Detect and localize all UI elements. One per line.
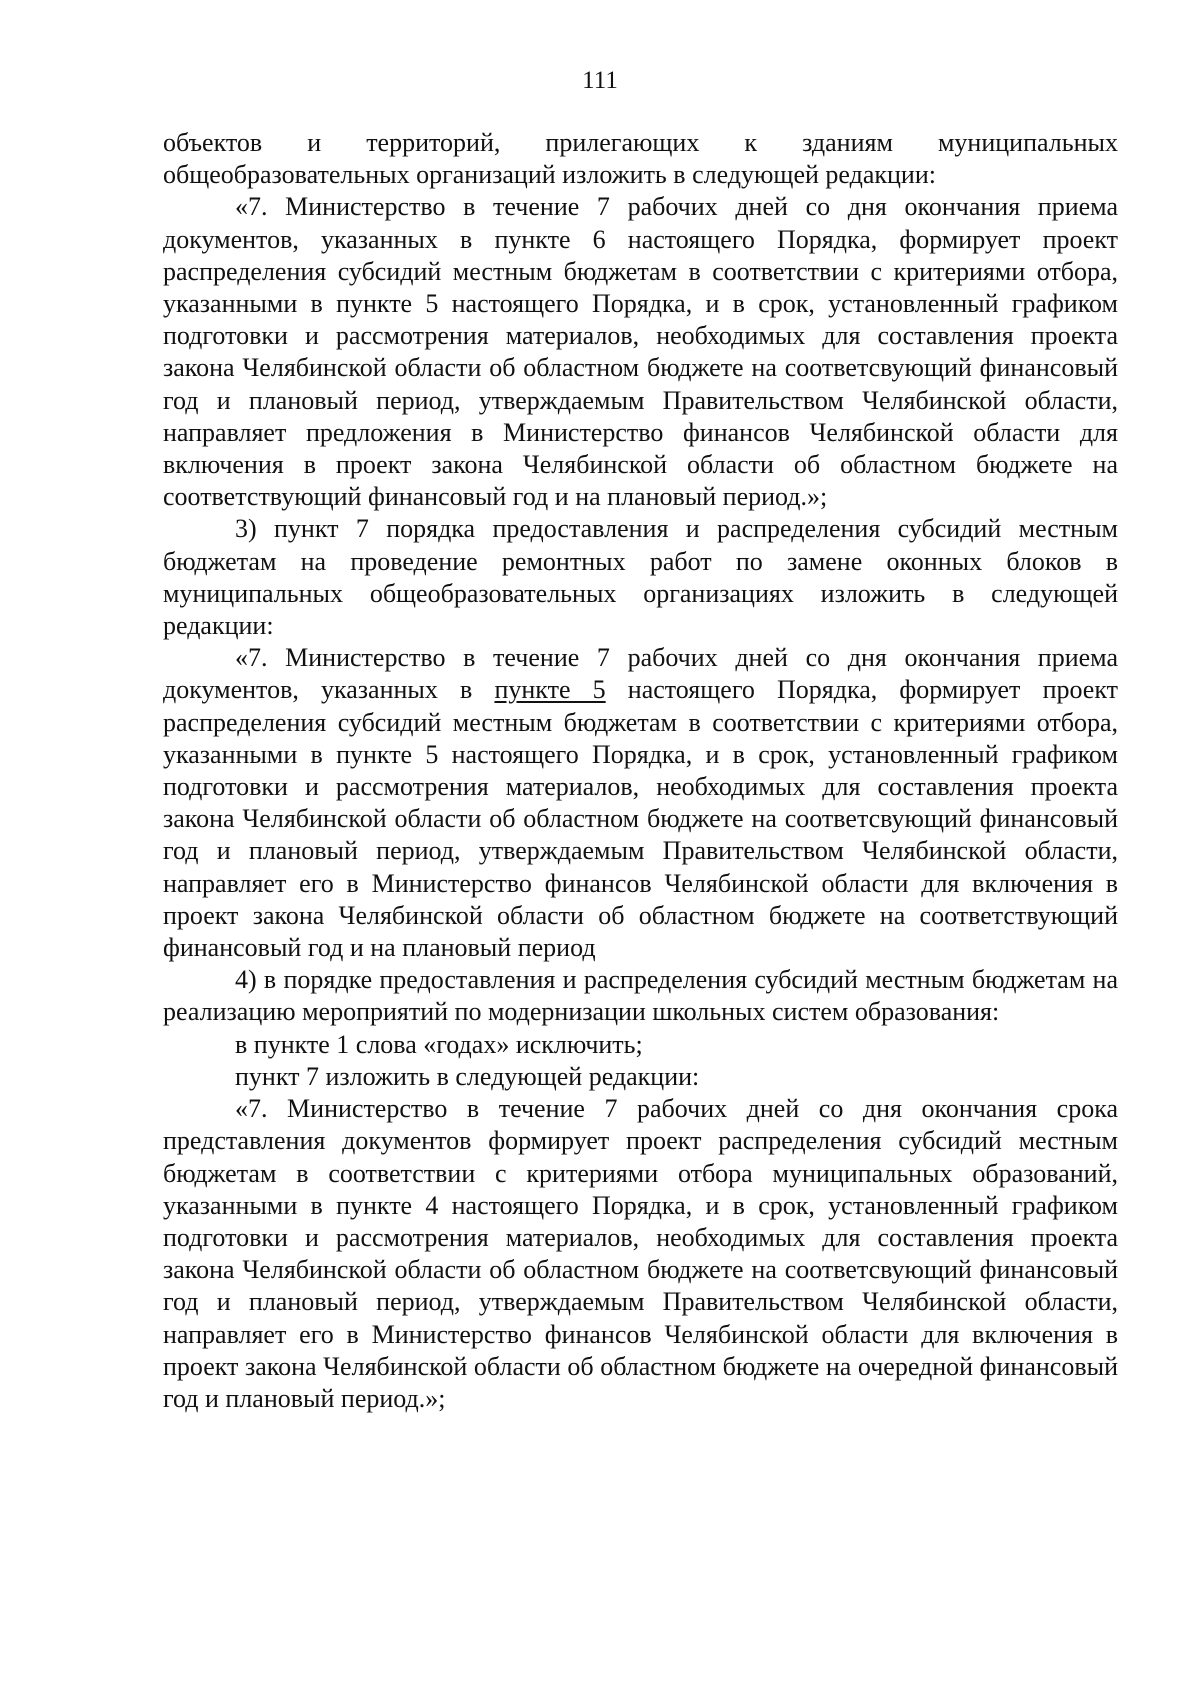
paragraph-quoted-point-7-c: «7. Министерство в течение 7 рабочих дней со дня окончания срока представления документов формирует проект распределения субсидий местным бюджетам в соответствии с критериями отбора муниципальных образований, указанными в пункте 4 настоящего Порядка, и в срок, установленный графиком подготовки и рассмотрения материалов, необходимых для составления проекта закона Челябинской области об областном бюджете на соответсвующий финансовый год и плановый период, утверждаемым Правительством Челябинской области, направляет его в Министерство финансов Челябинской области для включения в проект закона Челябинской области об областном бюджете на очередной финансовый год и плановый период.»; [163,1094,1118,1413]
paragraph-continuation: объектов и территорий, прилегающих к зданиям муниципальных общеобразовательных организаций изложить в следующей редакции: [163,128,1118,190]
underlined-reference: пункте 5 [494,675,606,705]
paragraph-text: «7. Министерство в течение 7 рабочих дней со дня окончания приема документов, указанных в [163,643,1118,705]
document-body [163,127,1118,1415]
paragraph-item-4: 4) в порядке предоставления и распределения субсидий местным бюджетам на реализацию мероприятий по модернизации школьных систем образования: [163,965,1118,1027]
paragraph-point-1-change: в пункте 1 слова «годах» исключить; [235,1029,643,1059]
paragraph-quoted-point-7-b [163,642,1118,964]
paragraph-quoted-point-7-a: «7. Министерство в течение 7 рабочих дней со дня окончания приема документов, указанных в пункте 6 настоящего Порядка, формирует проект распределения субсидий местным бюджетам в соответствии с критериями отбора, указанными в пункте 5 настоящего Порядка, и в срок, установленный графиком подготовки и рассмотрения материалов, необходимых для составления проекта закона Челябинской области об областном бюджете на соответсвующий финансовый год и плановый период, утверждаемым Правительством Челябинской области, направляет предложения в Министерство финансов Челябинской области для включения в проект закона Челябинской области об областном бюджете на соответствующий финансовый год и на плановый период.»; [163,192,1118,512]
paragraph-text: настоящего Порядка, формирует проект распределения субсидий местным бюджетам в соответствии с критериями отбора, указанными в пункте 5 настоящего Порядка, и в срок, установленный графиком подготовки и рассмотрения материалов, необходимых для составления проекта закона Челябинской области об областном бюджете на соответсвующий финансовый год и плановый период, утверждаемым Правительством Челябинской области, направляет его в Министерство финансов Челябинской области для включения в проект закона Челябинской области об областном бюджете на соответствующий финансовый год и на плановый период [163,675,1118,963]
paragraph-item-3: 3) пункт 7 порядка предоставления и распределения субсидий местным бюджетам на проведение ремонтных работ по замене оконных блоков в муниципальных общеобразовательных организациях изложить в следующей редакции: [163,514,1118,641]
page-number: 111 [582,67,618,94]
paragraph-point-7-intro: пункт 7 изложить в следующей редакции: [235,1061,700,1091]
